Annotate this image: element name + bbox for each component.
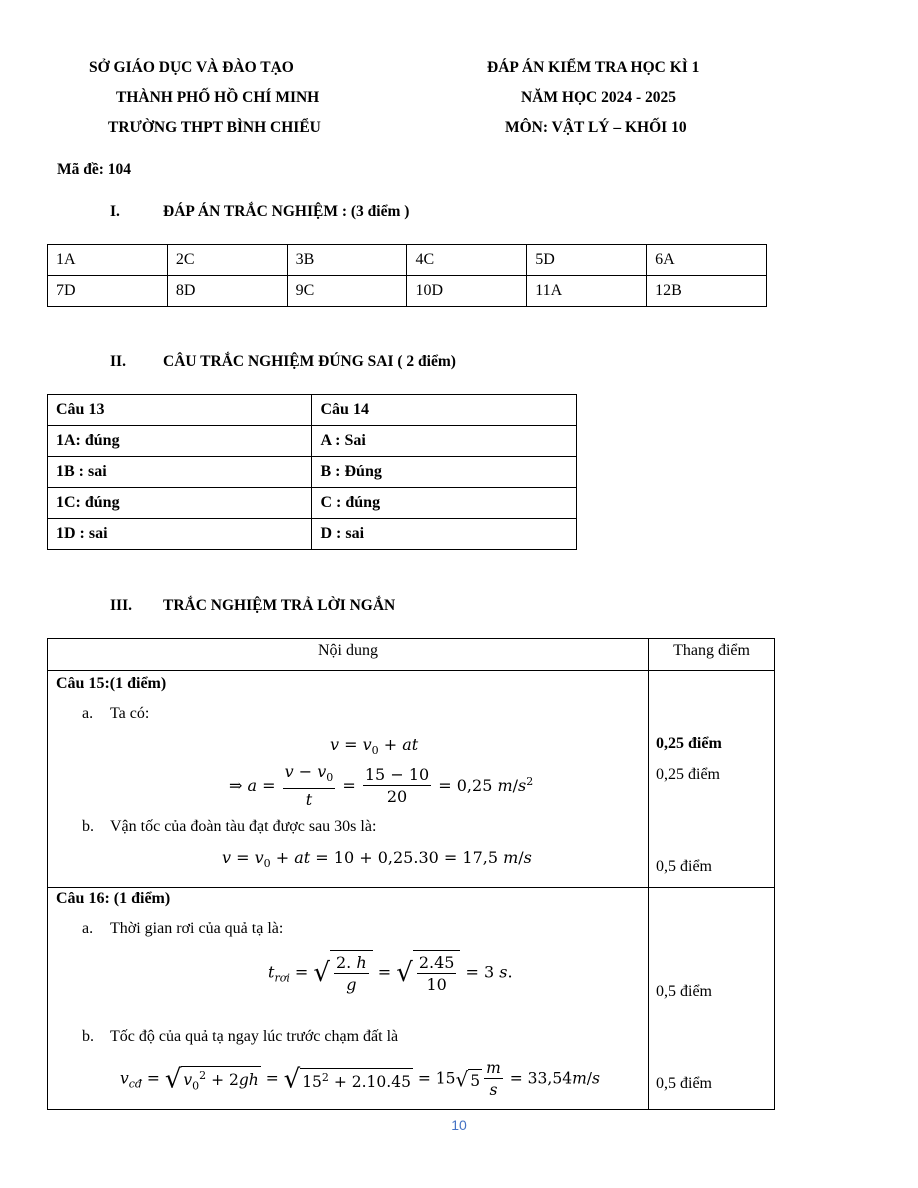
q16-b-label: b. (82, 1028, 94, 1045)
header-right-line3: MÔN: VẬT LÝ – KHỐI 10 (505, 119, 687, 136)
section2-number: II. (110, 353, 126, 370)
table-cell: 1C: đúng (48, 488, 312, 519)
q16-score-2: 0,5 điểm (656, 1075, 712, 1092)
header-left-line2: THÀNH PHỐ HỒ CHÍ MINH (116, 89, 320, 106)
table-row (48, 426, 577, 457)
table-cell: Câu 14 (312, 395, 577, 426)
exam-code: Mã đề: 104 (57, 161, 132, 178)
row-divider (47, 887, 775, 888)
q15-equation-1: $v = v_0$ + at (330, 735, 419, 758)
q15-a-text: Ta có: (110, 705, 150, 722)
q16-a-label: a. (82, 920, 94, 937)
q15-score-2: 0,25 điểm (656, 766, 720, 783)
table-cell: 5D (527, 245, 647, 276)
row-divider (47, 670, 775, 671)
header-left-line3: TRƯỜNG THPT BÌNH CHIỂU (108, 119, 321, 136)
table-row (48, 457, 577, 488)
column-header-score: Thang điểm (673, 642, 750, 659)
q16-equation-1: $t_{rơi}$ = √ $\frac{2. h}{g}$ = √ $\frac{2.45}{10}$ = 3 s. (268, 950, 513, 996)
table-cell: 12B (647, 276, 767, 307)
q16-a-text: Thời gian rơi của quả tạ là: (110, 920, 284, 937)
q16-equation-2: $v_{cđ}$ = √ $v_0^2 + 2gh$ = √ $15^2 + 2.10.45 = 15√$ 5 $\frac{m}{s}$ = 33,54m/s (120, 1059, 600, 1099)
table-cell: 10D (407, 276, 527, 307)
column-divider (648, 638, 649, 1110)
table-cell: 6A (647, 245, 767, 276)
section1-title: ĐÁP ÁN TRẮC NGHIỆM : (3 điểm ) (163, 203, 410, 220)
section1-number: I. (110, 203, 120, 220)
table-cell: 1B : sai (48, 457, 312, 488)
table-row (48, 488, 577, 519)
section2-truefalse-table (47, 394, 577, 550)
q16-title: Câu 16: (1 điểm) (56, 890, 171, 907)
table-row (48, 519, 577, 550)
header-right-line2: NĂM HỌC 2024 - 2025 (521, 89, 676, 106)
q15-score-1: 0,25 điểm (656, 735, 722, 752)
table-row (48, 395, 577, 426)
column-header-content: Nội dung (318, 642, 378, 659)
table-cell: 4C (407, 245, 527, 276)
table-cell: D : sai (312, 519, 577, 550)
table-cell: 1A: đúng (48, 426, 312, 457)
section1-answer-table (47, 244, 767, 307)
q15-b-text: Vận tốc của đoàn tàu đạt được sau 30s là: (110, 818, 377, 835)
table-cell: 9C (287, 276, 407, 307)
table-cell: 8D (167, 276, 287, 307)
table-cell: A : Sai (312, 426, 577, 457)
q15-title: Câu 15:(1 điểm) (56, 675, 167, 692)
table-cell: C : đúng (312, 488, 577, 519)
table-cell: 1A (48, 245, 168, 276)
table-cell: 7D (48, 276, 168, 307)
header-right-line1: ĐÁP ÁN KIỂM TRA HỌC KÌ 1 (487, 59, 700, 76)
table-cell: B : Đúng (312, 457, 577, 488)
table-row (48, 245, 767, 276)
table-row (48, 276, 767, 307)
table-cell: 3B (287, 245, 407, 276)
page-number: 10 (451, 1117, 467, 1133)
table-cell: 1D : sai (48, 519, 312, 550)
q15-equation-2: ⇒ a = $\frac{v - v_0}{t}$ = $\frac{15 - 10}{20}$ = 0,25 $m/s^2$ (229, 762, 534, 810)
section3-number: III. (110, 597, 132, 614)
header-left-line1: SỞ GIÁO DỤC VÀ ĐÀO TẠO (89, 59, 294, 76)
section2-title: CÂU TRẮC NGHIỆM ĐÚNG SAI ( 2 điểm) (163, 353, 456, 370)
table-cell: Câu 13 (48, 395, 312, 426)
section3-title: TRẮC NGHIỆM TRẢ LỜI NGẮN (163, 597, 396, 614)
q15-a-label: a. (82, 705, 94, 722)
q15-score-3: 0,5 điểm (656, 858, 712, 875)
q16-score-1: 0,5 điểm (656, 983, 712, 1000)
q15-b-label: b. (82, 818, 94, 835)
table-cell: 11A (527, 276, 647, 307)
q15-equation-3: $v = v_0$ + at = 10 + 0,25.30 = 17,5 m/s (222, 848, 532, 871)
q16-b-text: Tốc độ của quả tạ ngay lúc trước chạm đất là (110, 1028, 399, 1045)
table-cell: 2C (167, 245, 287, 276)
